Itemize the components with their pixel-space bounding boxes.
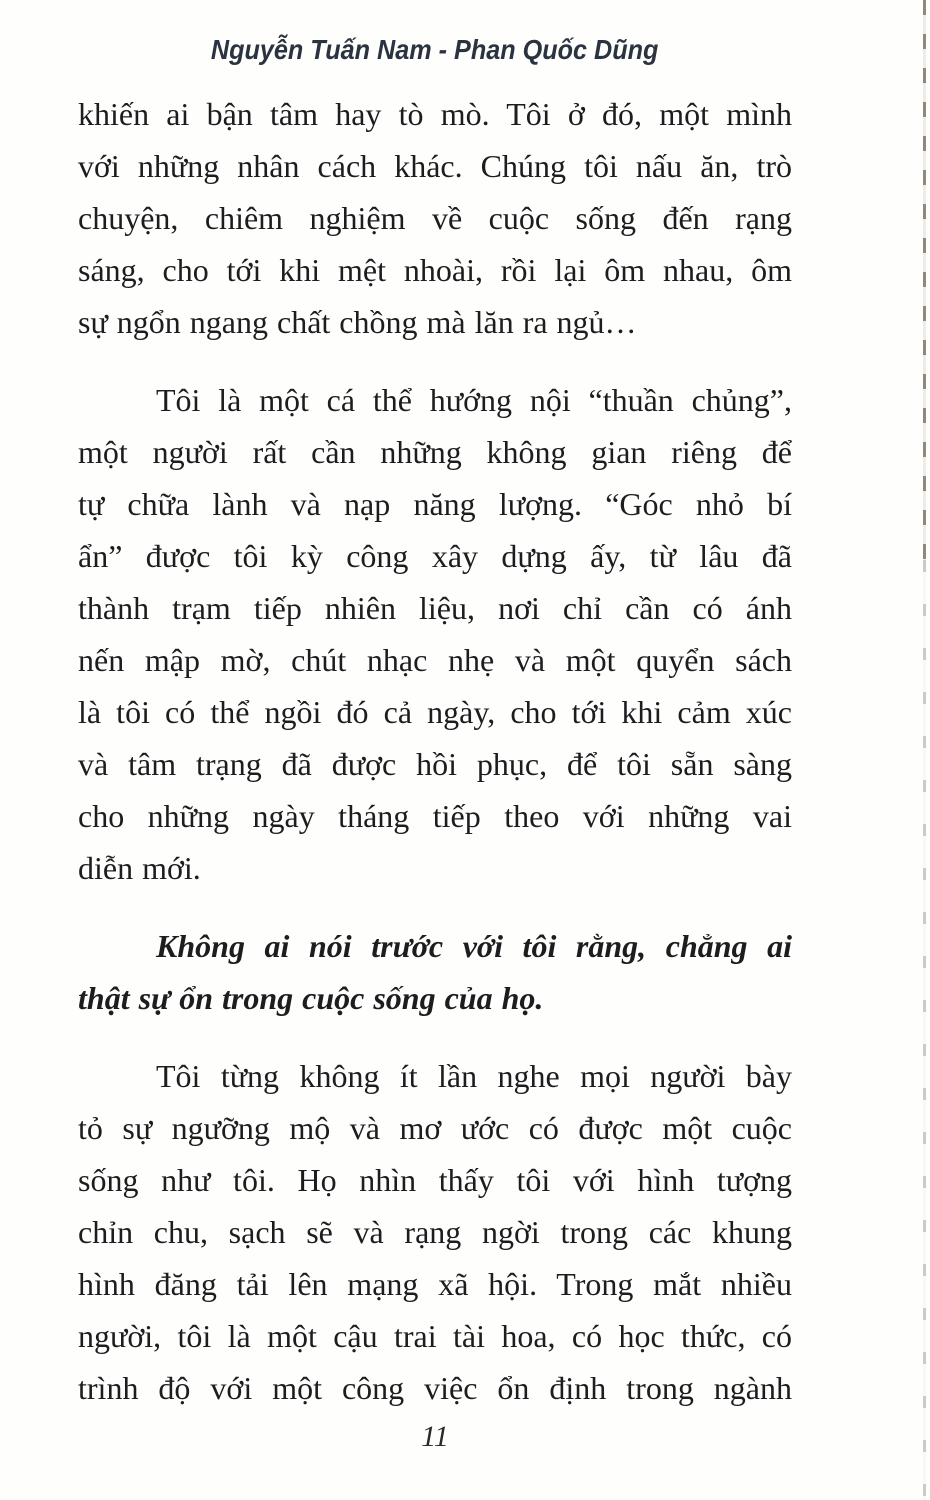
text-line: tỏ sự ngưỡng mộ và mơ ước có được một cuộc: [78, 1110, 792, 1146]
text-line: Tôi là một cá thể hướng nội “thuần chủng”,: [156, 382, 792, 418]
text-line: nến mập mờ, chút nhạc nhẹ và một quyển sách: [78, 642, 792, 678]
text-line: người, tôi là một cậu trai tài hoa, có học thức, có: [78, 1318, 792, 1354]
text-line: khiến ai bận tâm hay tò mò. Tôi ở đó, một mình: [78, 96, 792, 132]
scan-page-edge-artifact: [923, 0, 927, 1500]
text-line: Tôi từng không ít lần nghe mọi người bày: [156, 1058, 792, 1094]
text-line: ẩn” được tôi kỳ công xây dựng ấy, từ lâu đã: [78, 538, 792, 574]
text-line: thật sự ổn trong cuộc sống của họ.: [78, 980, 544, 1016]
text-line: là tôi có thể ngồi đó cả ngày, cho tới khi cảm xúc: [78, 694, 792, 730]
scan-edge-dashes-top: [923, 0, 926, 560]
text-line: chuyện, chiêm nghiệm về cuộc sống đến rạng: [78, 200, 792, 236]
text-line: chỉn chu, sạch sẽ và rạng ngời trong các khung: [78, 1214, 792, 1250]
text-line: với những nhân cách khác. Chúng tôi nấu ăn, trò: [78, 148, 792, 184]
paragraph-2: [78, 374, 792, 894]
page-number: 11: [421, 1420, 449, 1453]
paragraph-3-emphasis: [78, 920, 792, 1024]
paragraph-1: [78, 88, 792, 348]
running-header: [78, 34, 792, 66]
text-line: một người rất cần những không gian riêng để: [78, 434, 792, 470]
text-line: Không ai nói trước với tôi rằng, chẳng ai: [156, 928, 792, 964]
text-line: sống như tôi. Họ nhìn thấy tôi với hình tượng: [78, 1162, 792, 1198]
text-line: trình độ với một công việc ổn định trong ngành: [78, 1370, 792, 1406]
text-line: tự chữa lành và nạp năng lượng. “Góc nhỏ bí: [78, 486, 792, 522]
scan-edge-dashes-bottom: [923, 560, 926, 1500]
running-header-text: Nguyễn Tuấn Nam - Phan Quốc Dũng: [211, 34, 659, 65]
text-line: sáng, cho tới khi mệt nhoài, rồi lại ôm nhau, ôm: [78, 252, 792, 288]
text-line: cho những ngày tháng tiếp theo với những vai: [78, 798, 792, 834]
text-line: hình đăng tải lên mạng xã hội. Trong mắt nhiều: [78, 1266, 792, 1302]
text-line: sự ngổn ngang chất chồng mà lăn ra ngủ…: [78, 304, 637, 340]
text-line: diễn mới.: [78, 850, 201, 886]
paragraph-4: [78, 1050, 792, 1414]
text-block: [78, 88, 792, 1440]
text-line: và tâm trạng đã được hồi phục, để tôi sẵn sàng: [78, 746, 792, 782]
text-line: thành trạm tiếp nhiên liệu, nơi chỉ cần có ánh: [78, 590, 792, 626]
